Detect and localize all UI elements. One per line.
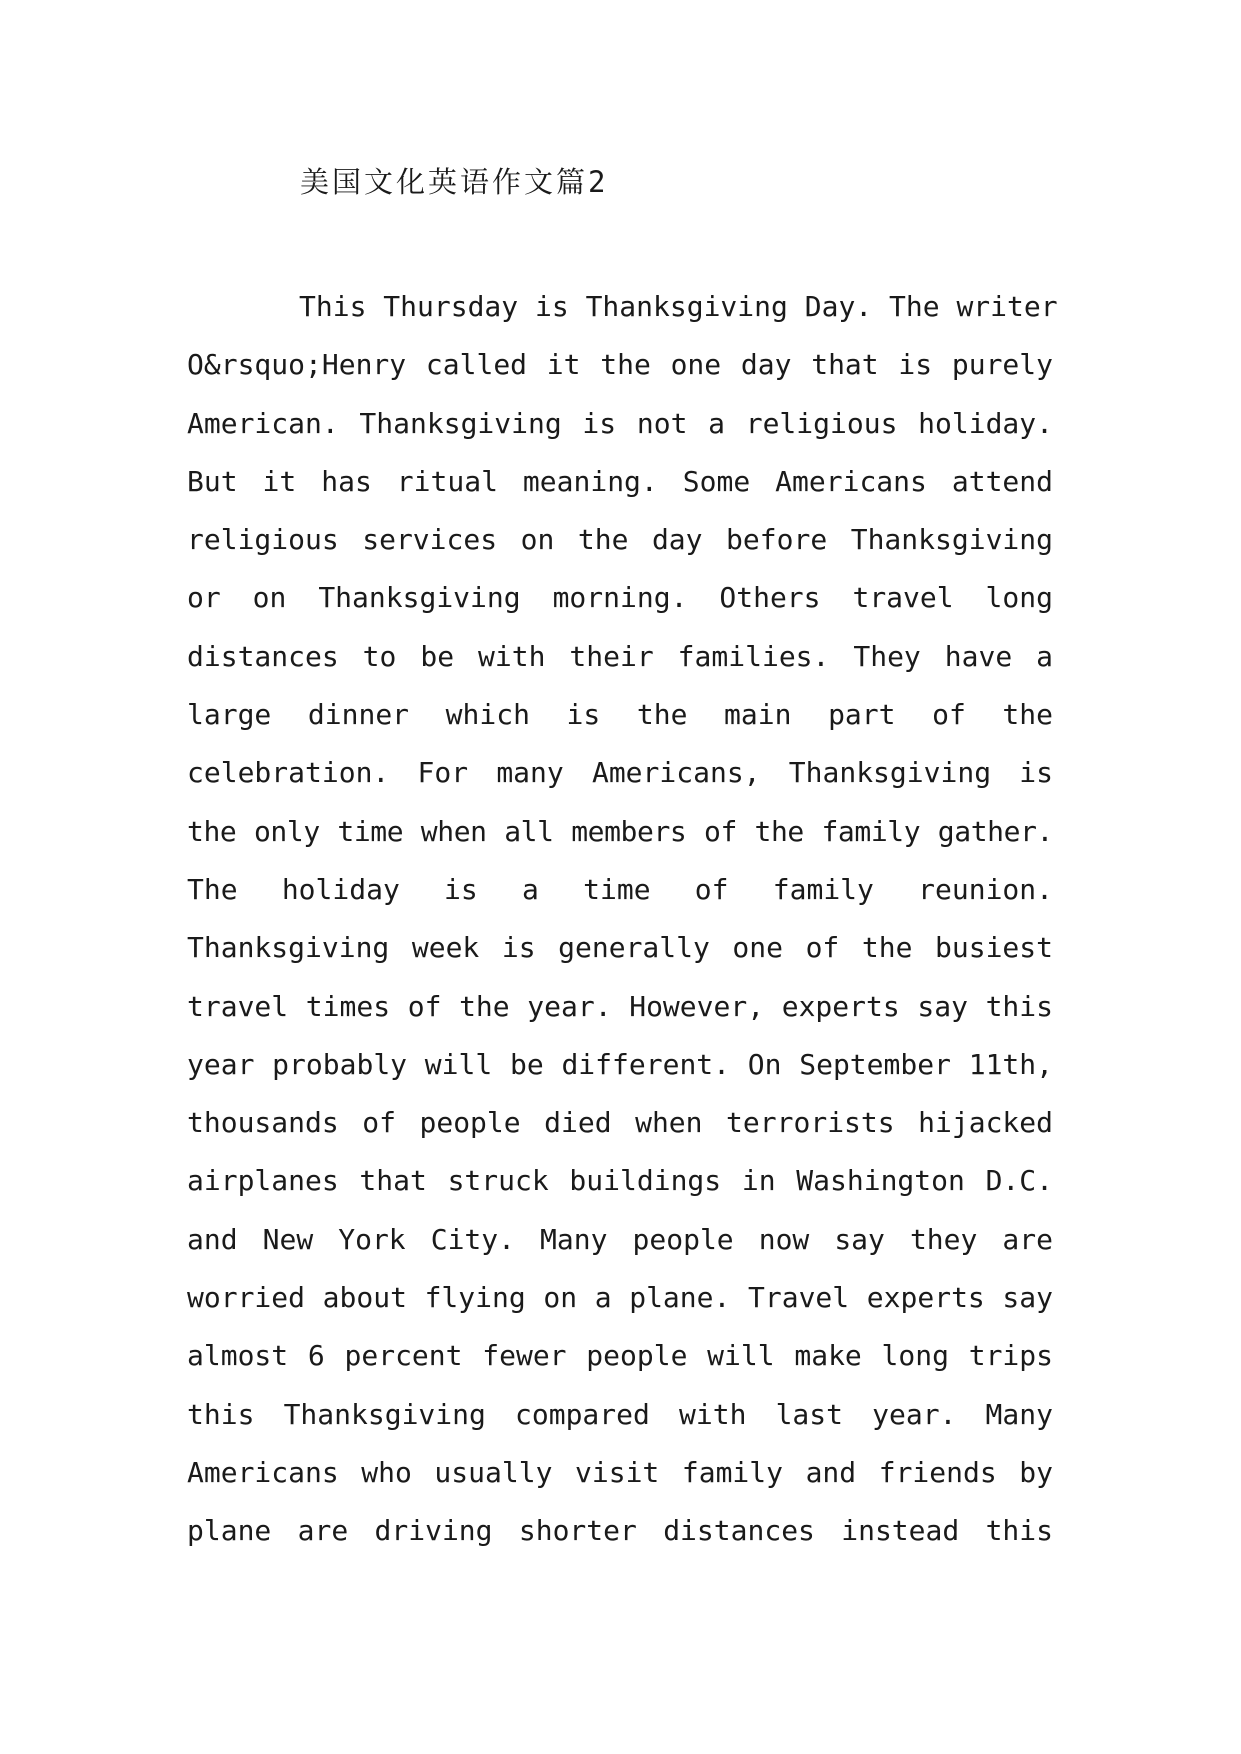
essay-line: the only time when all members of the family gather. — [187, 814, 1053, 848]
essay-line: travel times of the year. However, experts say this — [187, 989, 1053, 1023]
essay-line: religious services on the day before Thanksgiving — [187, 523, 1053, 557]
essay-line: year probably will be different. On September 11th, — [187, 1047, 1053, 1081]
essay-line: or on Thanksgiving morning. Others travel long — [187, 581, 1053, 615]
essay-line: this Thanksgiving compared with last year. Many — [187, 1397, 1053, 1431]
essay-line: large dinner which is the main part of the — [187, 698, 1053, 732]
essay-line: celebration. For many Americans, Thanksgiving is — [187, 756, 1053, 790]
essay-line: Thanksgiving week is generally one of the busiest — [187, 931, 1053, 965]
essay-line: O&rsquo;Henry called it the one day that is purely — [187, 348, 1053, 382]
essay-line: But it has ritual meaning. Some Americans attend — [187, 464, 1053, 498]
essay-line: worried about flying on a plane. Travel experts say — [187, 1281, 1053, 1315]
essay-line: thousands of people died when terrorists hijacked — [187, 1106, 1053, 1140]
essay-heading: 美国文化英语作文篇2 — [300, 165, 609, 199]
essay-line: and New York City. Many people now say they are — [187, 1222, 1053, 1256]
essay-line: Americans who usually visit family and friends by — [187, 1455, 1053, 1489]
essay-line: plane are driving shorter distances instead this — [187, 1514, 1053, 1548]
essay-body — [187, 278, 1058, 1561]
essay-line: distances to be with their families. They have a — [187, 639, 1053, 673]
essay-line: This Thursday is Thanksgiving Day. The writer — [299, 290, 1058, 323]
essay-line: The holiday is a time of family reunion. — [187, 872, 1053, 906]
essay-line: American. Thanksgiving is not a religious holiday. — [187, 406, 1053, 440]
essay-line: almost 6 percent fewer people will make long trips — [187, 1339, 1053, 1373]
essay-line: airplanes that struck buildings in Washington D.C. — [187, 1164, 1053, 1198]
